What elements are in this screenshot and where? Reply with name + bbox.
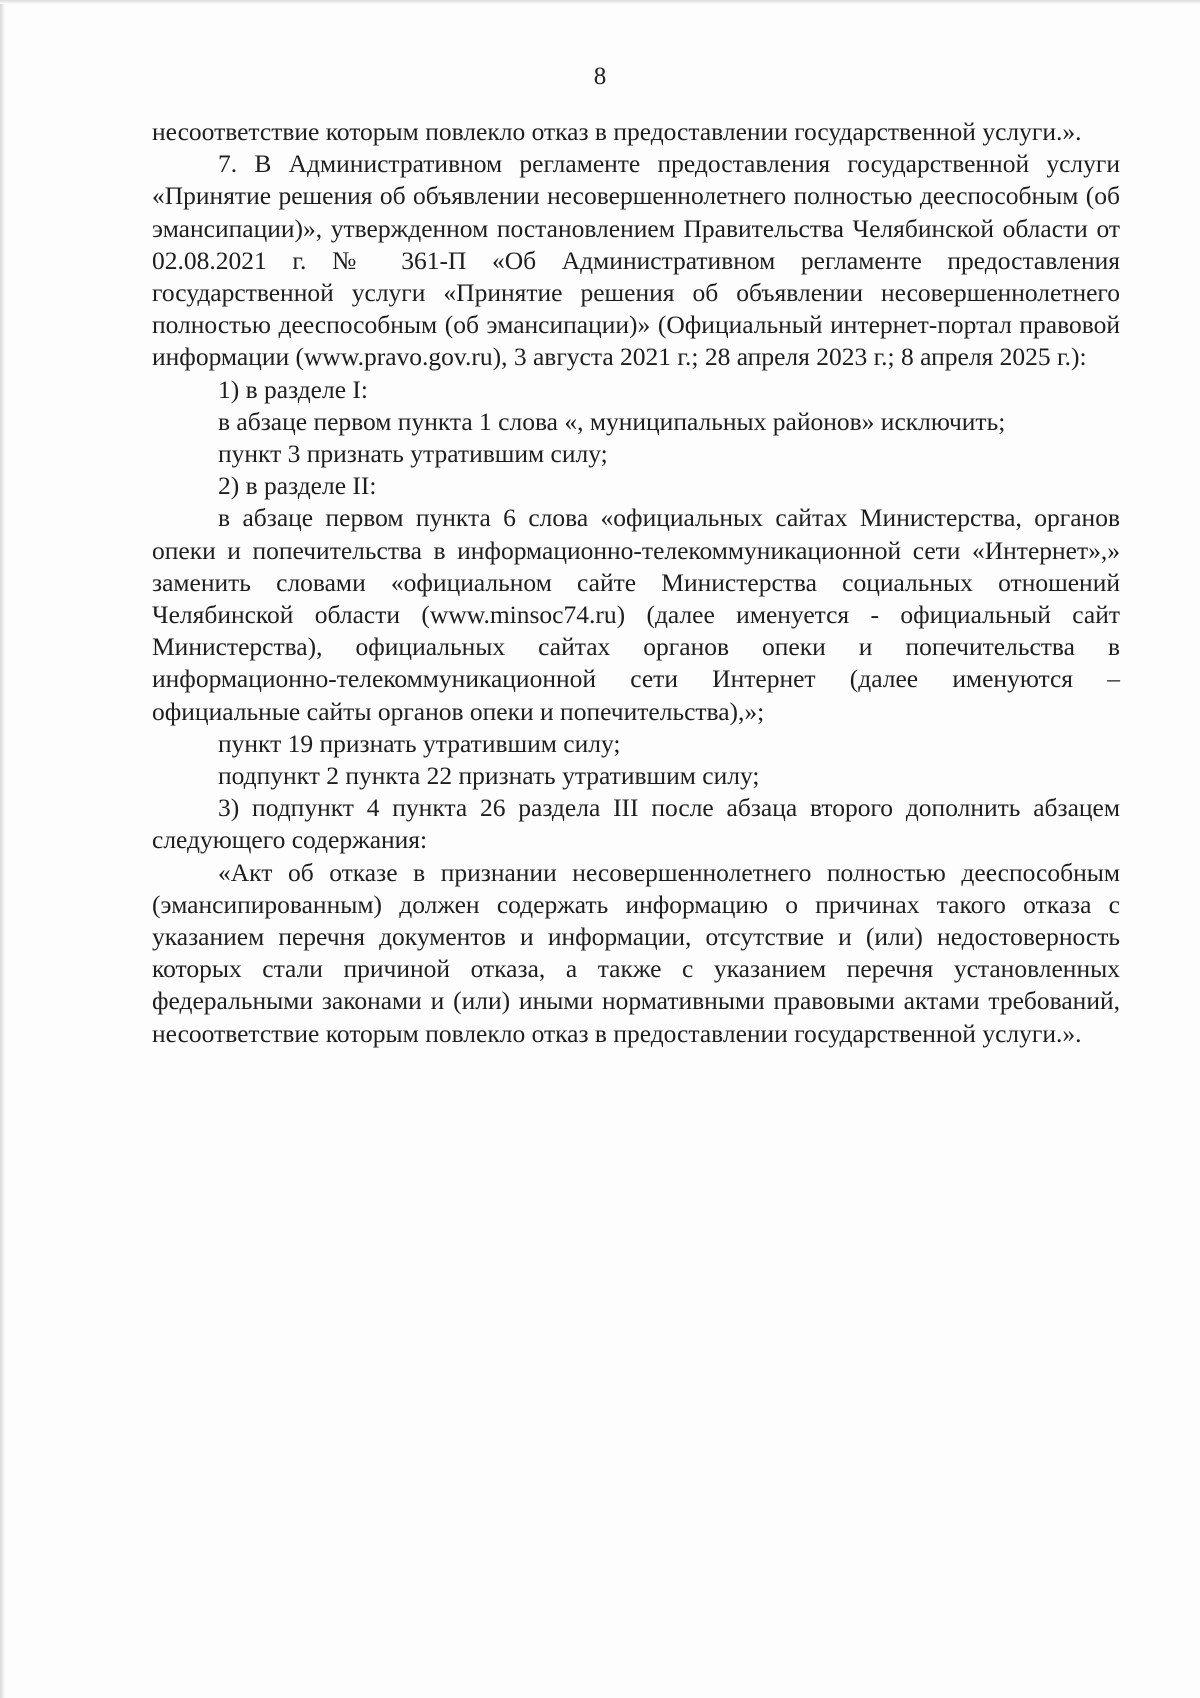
paragraph-item-7: 7. В Административном регламенте предоставления государственной услуги «Принятие решения об объявлении несовершеннолетнего полностью дееспособным (об эмансипации)», утвержденном постановлением Правительства Челябинской области от 02.08.2021 г. № 361-П «Об Административном регламенте предоставления государственной услуги «Принятие решения об объявлении несовершеннолетнего полностью дееспособным (об эмансипации)» (Официальный интернет-портал правовой информации (www.pravo.gov.ru), 3 августа 2021 г.; 28 апреля 2023 г.; 8 апреля 2025 г.): <box>152 149 1120 372</box>
paragraph-continuation: несоответствие которым повлекло отказ в предоставлении государственной услуги.». <box>152 117 1082 146</box>
paragraph-section-2: 2) в разделе II: <box>218 471 377 501</box>
paragraph-section-1-clause-1: в абзаце первом пункта 1 слова «, муниципальных районов» исключить; <box>218 406 1006 436</box>
paragraph-section-3: 3) подпункт 4 пункта 26 раздела III после абзаца второго дополнить абзацем следующего содержания: <box>152 793 1120 855</box>
scan-edge-top <box>0 0 1200 4</box>
paragraph-quoted-addition: «Акт об отказе в признании несовершеннолетнего полностью дееспособным (эмансипированным) должен содержать информацию о причинах такого отказа с указанием перечня документов и информации, отсутствие и (или) недостоверность которых стали причиной отказа, а также с указанием перечня установленных федеральными законами и (или) иными нормативными правовыми актами требований, несоответствие которым повлекло отказ в предоставлении государственной услуги.». <box>152 857 1120 1048</box>
paragraph-section-2-clause-3: подпункт 2 пункта 22 признать утратившим силу; <box>218 761 760 791</box>
paragraph-section-2-clause-1: в абзаце первом пункта 6 слова «официальных сайтах Министерства, органов опеки и попечительства в информационно-телекоммуникационной сети «Интернет»,» заменить словами «официальном сайте Министерства социальных отношений Челябинской области (www.minsoc74.ru) (далее именуется - официальный сайт Министерства), официальных сайтах органов опеки и попечительства в информационно-телекоммуникационной сети Интернет (далее именуются – официальные сайты органов опеки и попечительства),»; <box>152 503 1120 726</box>
scan-edge-left <box>0 0 5 1698</box>
paragraph-section-2-clause-2: пункт 19 признать утратившим силу; <box>218 728 621 758</box>
document-body <box>152 116 1120 1050</box>
paragraph-section-1: 1) в разделе I: <box>218 374 368 404</box>
page-number: 8 <box>593 63 607 90</box>
paragraph-section-1-clause-2: пункт 3 признать утратившим силу; <box>218 439 608 469</box>
